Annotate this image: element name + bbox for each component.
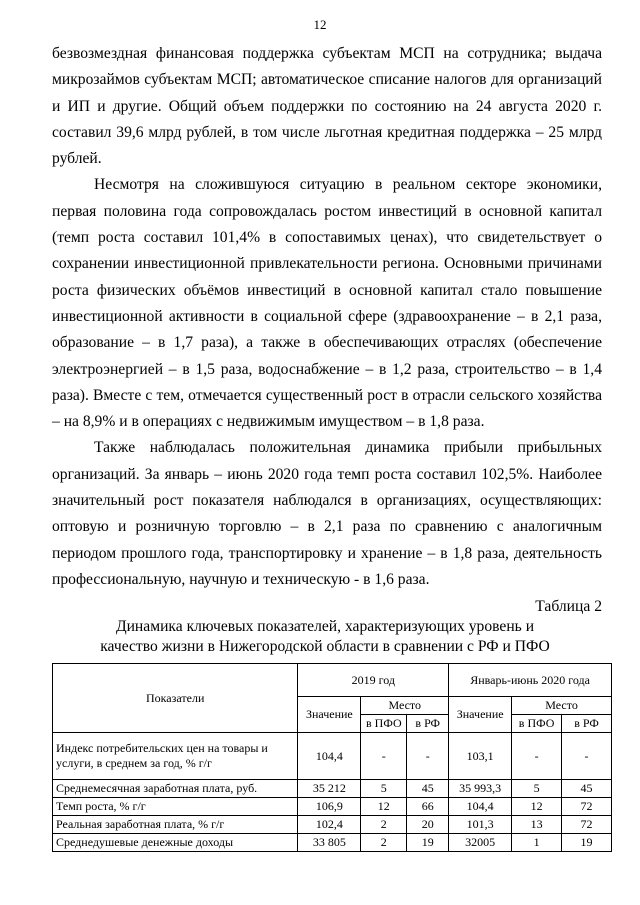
cell-rf-2019: 66 xyxy=(407,798,449,816)
page-number: 12 xyxy=(313,17,327,32)
cell-pfo-2020: 13 xyxy=(512,816,562,834)
row-label: Среднедушевые денежные доходы xyxy=(53,834,298,852)
cell-value-2019: 106,9 xyxy=(298,798,361,816)
row-label: Реальная заработная плата, % г/г xyxy=(53,816,298,834)
cell-value-2020: 104,4 xyxy=(449,798,512,816)
row-label: Темп роста, % г/г xyxy=(53,798,298,816)
cell-value-2019: 102,4 xyxy=(298,816,361,834)
cell-pfo-2019: 12 xyxy=(361,798,407,816)
cell-value-2020: 101,3 xyxy=(449,816,512,834)
cell-value-2020: 103,1 xyxy=(449,733,512,780)
table-row xyxy=(53,733,612,780)
table-row xyxy=(53,798,612,816)
table-row xyxy=(53,834,612,852)
header-place-2019: Место xyxy=(361,697,449,715)
cell-rf-2020: - xyxy=(562,733,612,780)
cell-rf-2020: 72 xyxy=(562,798,612,816)
table-row xyxy=(53,816,612,834)
cell-value-2019: 35 212 xyxy=(298,780,361,798)
body-text xyxy=(52,41,602,593)
row-label: Среднемесячная заработная плата, руб. xyxy=(53,780,298,798)
paragraph-3: Также наблюдалась положительная динамика прибыли прибыльных организаций. За январь – июнь 2020 года темп роста составил 102,5%. Наиболее значительный рост показателя наблюдался в организациях, осуществляющих: оптовую и розничную торговлю – в 2,1 раза по сравнению с аналогичным периодом прошлого года, транспортировку и хранение – в 1,8 раза, деятельность профессиональную, научную и техническую - в 1,6 раза. xyxy=(52,439,602,588)
cell-value-2020: 35 993,3 xyxy=(449,780,512,798)
header-period-2019: 2019 год xyxy=(298,664,449,697)
cell-pfo-2019: 2 xyxy=(361,834,407,852)
table-row xyxy=(53,780,612,798)
row-label: Индекс потребительских цен на товары и услуги, в среднем за год, % г/г xyxy=(53,733,298,780)
header-pfo-2020: в ПФО xyxy=(512,715,562,733)
cell-pfo-2020: 5 xyxy=(512,780,562,798)
table-caption: Динамика ключевых показателей, характеризующих уровень и качество жизни в Нижегородской области в сравнении с РФ и ПФО xyxy=(100,618,550,655)
header-rf-2019: в РФ xyxy=(407,715,449,733)
header-place-2020: Место xyxy=(512,697,612,715)
cell-pfo-2019: - xyxy=(361,733,407,780)
table-label: Таблица 2 xyxy=(535,598,602,615)
cell-value-2019: 33 805 xyxy=(298,834,361,852)
indicators-table xyxy=(52,663,612,852)
cell-rf-2019: 19 xyxy=(407,834,449,852)
header-value-2020: Значение xyxy=(449,697,512,733)
header-rf-2020: в РФ xyxy=(562,715,612,733)
header-indicators: Показатели xyxy=(53,664,298,733)
cell-rf-2019: - xyxy=(407,733,449,780)
header-value-2019: Значение xyxy=(298,697,361,733)
cell-rf-2020: 72 xyxy=(562,816,612,834)
cell-rf-2019: 20 xyxy=(407,816,449,834)
cell-value-2020: 32005 xyxy=(449,834,512,852)
cell-rf-2020: 19 xyxy=(562,834,612,852)
cell-pfo-2019: 2 xyxy=(361,816,407,834)
cell-pfo-2019: 5 xyxy=(361,780,407,798)
cell-pfo-2020: - xyxy=(512,733,562,780)
cell-value-2019: 104,4 xyxy=(298,733,361,780)
header-row-1 xyxy=(53,664,612,697)
header-period-2020: Январь-июнь 2020 года xyxy=(449,664,612,697)
header-pfo-2019: в ПФО xyxy=(361,715,407,733)
cell-rf-2020: 45 xyxy=(562,780,612,798)
paragraph-1: безвозмездная финансовая поддержка субъектам МСП на сотрудника; выдача микрозаймов субъектам МСП; автоматическое списание налогов для организаций и ИП и другие. Общий объем поддержки по состоянию на 24 августа 2020 г. составил 39,6 млрд рублей, в том числе льготная кредитная поддержка – 25 млрд рублей. xyxy=(52,45,602,168)
paragraph-2: Несмотря на сложившуюся ситуацию в реальном секторе экономики, первая половина года сопровождалась ростом инвестиций в основной капитал (темп роста составил 101,4% в сопоставимых ценах), что свидетельствует о сохранении инвестиционной привлекательности региона. Основными причинами роста физических объёмов инвестиций в основной капитал стало повышение инвестиционной активности в социальной сфере (здравоохранение – в 2,1 раза, образование – в 1,7 раза), а также в обеспечивающих отраслях (обеспечение электроэнергией – в 1,5 раза, водоснабжение – в 1,2 раза, строительство – в 1,4 раза). Вместе с тем, отмечается существенный рост в отрасли сельского хозяйства – на 8,9% и в операциях с недвижимым имуществом – в 1,8 раза. xyxy=(52,176,602,431)
cell-pfo-2020: 12 xyxy=(512,798,562,816)
cell-pfo-2020: 1 xyxy=(512,834,562,852)
cell-rf-2019: 45 xyxy=(407,780,449,798)
